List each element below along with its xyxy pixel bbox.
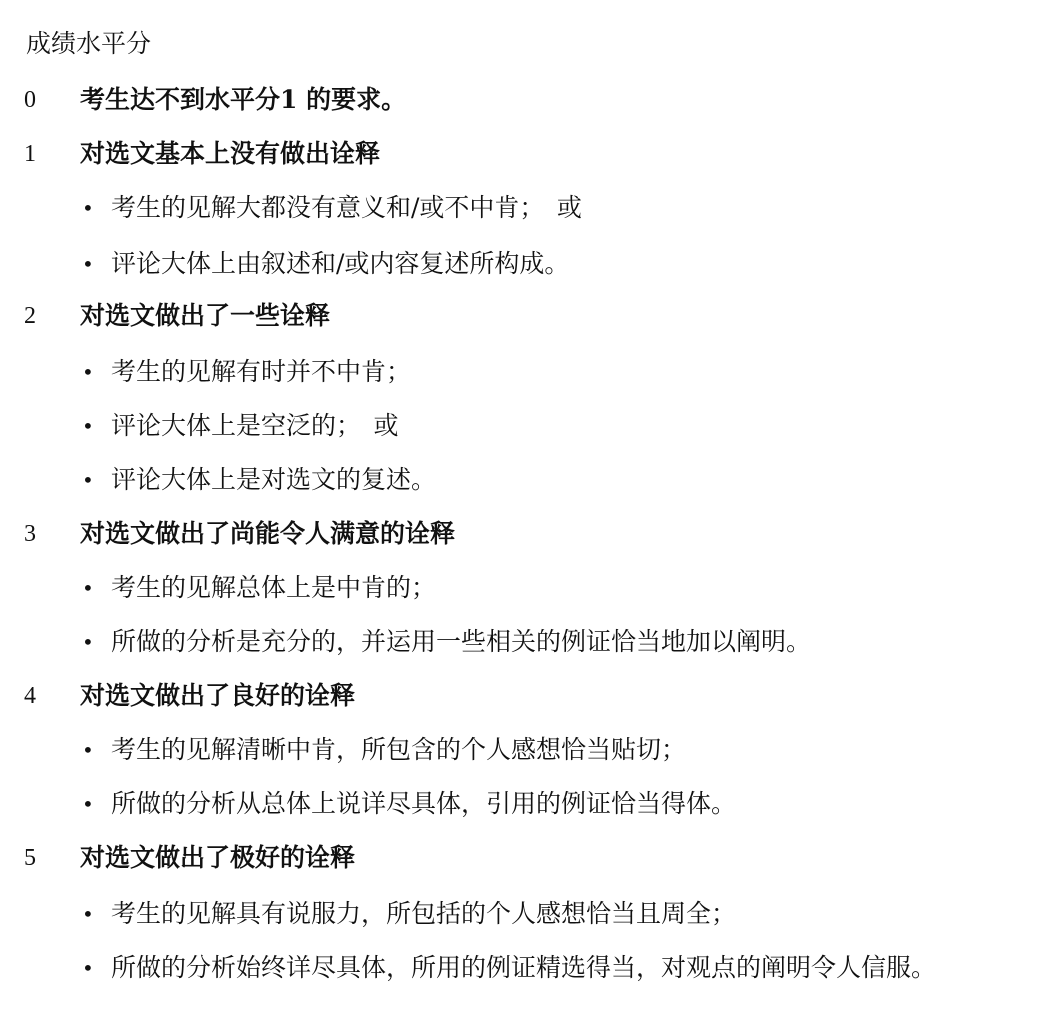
list-item-text: 评论大体上是空泛的； 或 [111,411,399,440]
level-number: 2 [24,303,36,329]
level-number: 3 [24,521,36,547]
list-item [0,244,1037,284]
list-item [0,352,1037,392]
list-item-text: 评论大体上由叙述和/或内容复述所构成。 [111,249,570,278]
bullet-icon: • [82,576,94,600]
bullet-icon: • [82,738,94,762]
list-item [0,188,1037,228]
bullet-icon: • [82,252,94,276]
bullet-icon: • [82,956,94,980]
bullet-icon: • [82,792,94,816]
list-item [0,406,1037,446]
level-number: 5 [24,845,36,871]
list-item [0,730,1037,770]
list-item-text: 所做的分析始终详尽具体，所用的例证精选得当，对观点的阐明令人信服。 [111,953,937,982]
list-item-text: 考生的见解大都没有意义和/或不中肯； 或 [111,193,582,222]
level-3 [0,514,1037,554]
list-item-text: 所做的分析从总体上说详尽具体，引用的例证恰当得体。 [111,789,737,818]
level-number: 0 [24,87,36,113]
level-title: 对选文做出了一些诠释 [80,301,331,330]
list-item-text: 考生的见解清晰中肯，所包含的个人感想恰当贴切； [111,735,687,764]
bullet-icon: • [82,630,94,654]
list-item [0,948,1037,988]
bullet-icon: • [82,360,94,384]
level-title: 对选文做出了良好的诠释 [80,681,356,710]
bullet-icon: • [82,196,94,220]
level-0 [0,80,1037,120]
level-2 [0,296,1037,336]
level-title: 对选文做出了尚能令人满意的诠释 [80,519,456,548]
level-title: 对选文做出了极好的诠释 [80,843,356,872]
list-item [0,460,1037,500]
list-item [0,894,1037,934]
list-item-text: 考生的见解总体上是中肯的； [111,573,437,602]
bullet-icon: • [82,468,94,492]
list-item [0,784,1037,824]
level-number: 1 [24,141,36,167]
list-item [0,622,1037,662]
level-title: 对选文基本上没有做出诠释 [80,139,381,168]
list-item-text: 所做的分析是充分的，并运用一些相关的例证恰当地加以阐明。 [111,627,812,656]
level-title: 考生达不到水平分1 的要求。 [80,85,407,114]
list-item-text: 评论大体上是对选文的复述。 [111,465,437,494]
level-1 [0,134,1037,174]
level-5 [0,838,1037,878]
bullet-icon: • [82,414,94,438]
level-4 [0,676,1037,716]
page-heading: 成绩水平分 [26,29,152,58]
list-item-text: 考生的见解具有说服力，所包括的个人感想恰当且周全； [111,899,737,928]
list-item [0,568,1037,608]
level-number: 4 [24,683,36,709]
list-item-text: 考生的见解有时并不中肯； [111,357,412,386]
bullet-icon: • [82,902,94,926]
